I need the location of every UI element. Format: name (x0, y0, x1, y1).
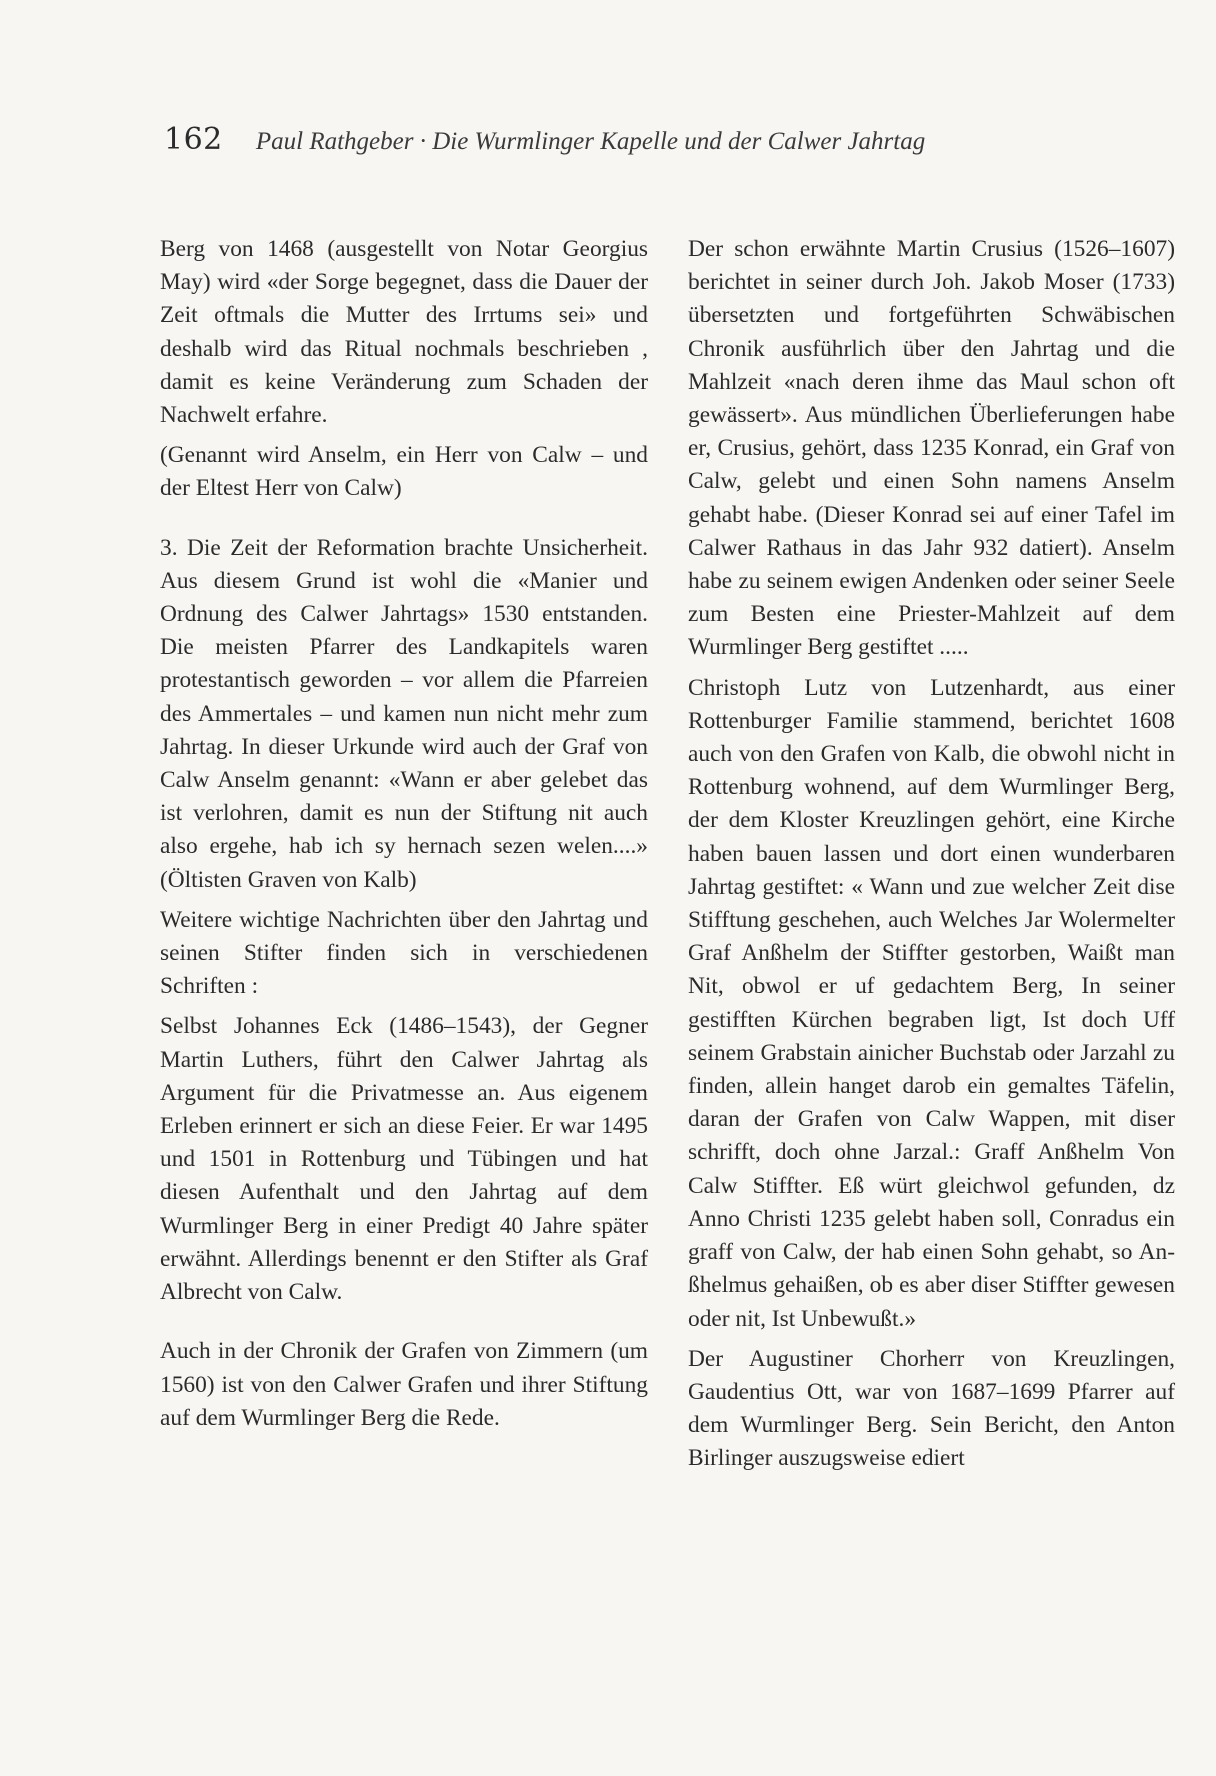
paragraph: Der schon erwähnte Martin Crusius (1526–1607) berichtet in seiner durch Joh. Jakob Moser (1733) übersetzten und fortgeführten Schwäbischen Chronik ausführlich über den Jahrtag und die Mahlzeit «nach deren ihme das Maul schon oft gewässert». Aus mündlichen Überlieferungen habe er, Crusius, gehört, dass 1235 Konrad, ein Graf von Calw, gelebt und einen Sohn namens Anselm gehabt habe. (Dieser Konrad sei auf einer Tafel im Calwer Rathaus in das Jahr 932 datiert). Anselm habe zu seinem ewigen Andenken oder seiner Seele zum Besten eine Priester-Mahlzeit auf dem Wurmlinger Berg gestiftet ..... (688, 236, 1175, 661)
paragraph: Der Augustiner Chorherr von Kreuzlingen, Gaudentius Ott, war von 1687–1699 Pfarrer auf dem Wurmlinger Berg. Sein Bericht, den Anton Birlinger auszugsweise ediert (688, 1345, 1175, 1472)
paragraph: Berg von 1468 (ausgestellt von Notar Georgius May) wird «der Sorge begegnet, dass die Dauer der Zeit oftmals die Mutter des Irrtums sei» und deshalb wird das Ritual nochmals beschrieben , damit es keine Veränderung zum Schaden der Nachwelt erfahre. (160, 236, 648, 429)
running-head (164, 122, 1064, 157)
running-title: Paul Rathgeber · Die Wurmlinger Kapelle und der Calwer Jahrtag (255, 128, 926, 155)
paragraph: (Genannt wird Anselm, ein Herr von Calw – und der Eltest Herr von Calw) (160, 442, 648, 502)
page-number: 162 (164, 122, 223, 157)
paragraph: Weitere wichtige Nachrichten über den Jahrtag und seinen Stifter finden sich in verschiedenen Schriften : (160, 906, 648, 1000)
left-column (160, 233, 648, 1442)
paragraph: Selbst Johannes Eck (1486–1543), der Gegner Martin Luthers, führt den Calwer Jahrtag als Argument für die Privatmesse an. Aus eigenem Erleben erinnert er sich an diese Feier. Er war 1495 und 1501 in Rottenburg und Tübingen und hat diesen Aufenthalt und den Jahrtag auf dem Wurmlinger Berg in einer Predigt 40 Jahre später erwähnt. Allerdings benennt er den Stifter als Graf Albrecht von Calw. (160, 1013, 648, 1306)
paragraph: 3. Die Zeit der Reformation brachte Unsicherheit. Aus diesem Grund ist wohl die «Manier und Ordnung des Calwer Jahrtags» 1530 entstanden. Die meisten Pfarrer des Landkapitels waren protestantisch geworden – vor allem die Pfarreien des Ammertales – und kamen nun nicht mehr zum Jahrtag. In dieser Urkunde wird auch der Graf von Calw Anselm genannt: «Wann er aber gelebet das ist verlohren, damit es nun der Stiftung nit auch also ergehe, hab ich sy hernach sezen welen....» (Öltisten Graven von Kalb) (160, 534, 648, 893)
paragraph: Auch in der Chronik der Grafen von Zimmern (um 1560) ist von den Calwer Grafen und ihrer Stiftung auf dem Wurmlinger Berg die Rede. (160, 1338, 648, 1431)
right-column (688, 233, 1175, 1483)
paragraph: Christoph Lutz von Lutzenhardt, aus einer Rottenburger Familie stammend, berichtet 1608 auch von den Grafen von Kalb, die obwohl nicht in Rottenburg wohnend, auf dem Wurmlinger Berg, der dem Kloster Kreuzlingen gehört, eine Kirche haben bauen lassen und dort einen wunderbaren Jahrtag gestiftet: « Wann und zue welcher Zeit dise Stifftung geschehen, auch Welches Jar Wolermelter Graf Anßhelm der Stiffter gestorben, Waißt man Nit, obwol er uf gedachtem Berg, In seiner gestifften Kürchen begraben ligt, Ist doch Uff seinem Grabstain ainicher Buchstab oder Jarzahl zu finden, allein hanget darob ein gemaltes Täfelin, daran der Grafen von Calw Wappen, mit diser schrifft, doch ohne Jarzal.: Graff Anßhelm Von Calw Stiffter. Eß würt gleichwol gefunden, dz Anno Christi 1235 gelebt haben soll, Conradus ein graff von Calw, der hab einen Sohn gehabt, so Anßhelmus gehaißen, ob es aber diser Stiffter gewesen oder nit, Ist Unbewußt.» (688, 674, 1175, 1332)
